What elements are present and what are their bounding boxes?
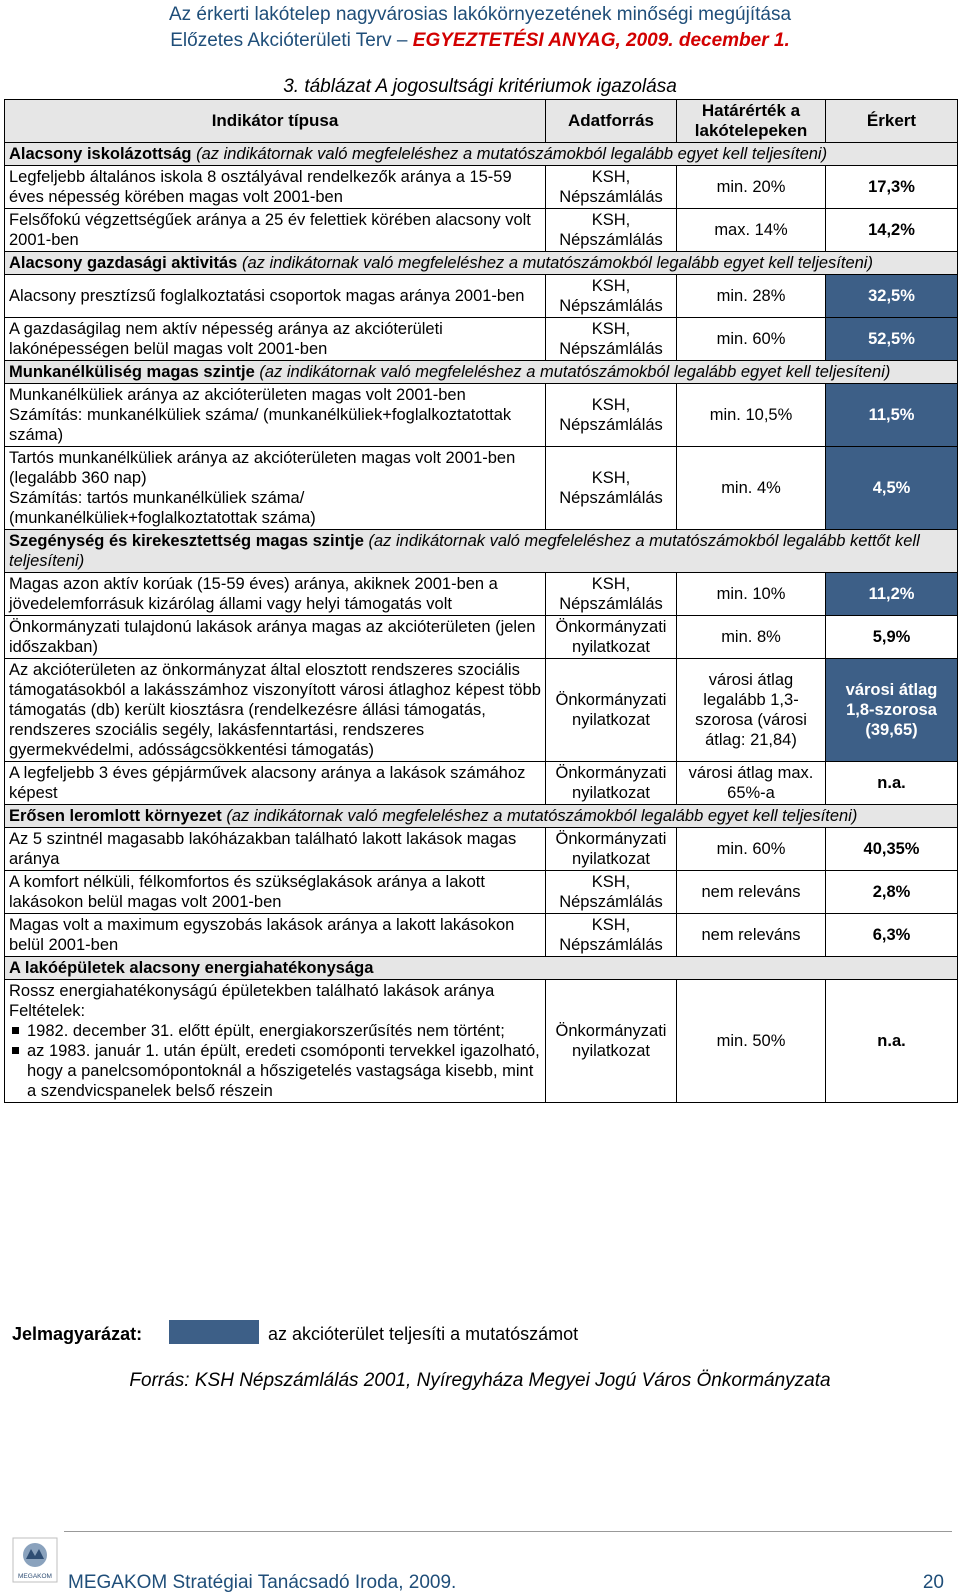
source-cell: Önkormányzati nyilatkozat [546, 762, 677, 805]
source-cell: KSH, Népszámlálás [546, 318, 677, 361]
indicator-cell [5, 384, 546, 447]
source-cell: KSH, Népszámlálás [546, 871, 677, 914]
value-cell-fulfilled: 4,5% [826, 447, 958, 530]
section-title: Alacsony gazdasági aktivitás [9, 254, 238, 272]
indicator-cell [5, 980, 546, 1103]
header-draft-notice: EGYEZTETÉSI ANYAG, 2009. december 1. [412, 30, 790, 51]
threshold-cell: városi átlag max. 65%-a [677, 762, 826, 805]
section-row [5, 530, 958, 573]
threshold-cell: min. 60% [677, 828, 826, 871]
section-row [5, 957, 958, 980]
value-cell-fulfilled: 52,5% [826, 318, 958, 361]
threshold-cell: nem releváns [677, 871, 826, 914]
table-row [5, 914, 958, 957]
indicator-cell: A komfort nélküli, félkomfortos és szükséglakások aránya a lakott lakásokon belül magas volt 2001-ben [5, 871, 546, 914]
indicator-text: Rossz energiahatékonyságú épületekben található lakások aránya [9, 982, 495, 1000]
section-note: (az indikátornak való megfeleléshez a mutatószámokból legalább egyet kell teljesíteni) [226, 807, 858, 825]
section-cell [5, 957, 958, 980]
section-title: Munkanélküliség magas szintje [9, 363, 255, 381]
threshold-cell: min. 50% [677, 980, 826, 1103]
table-row [5, 762, 958, 805]
indicator-formula: Számítás: munkanélküliek száma/ (munkanélküliek+foglalkoztatottak száma) [9, 406, 512, 444]
threshold-cell: városi átlag legalább 1,3-szorosa (városi átlag: 21,84) [677, 659, 826, 762]
legend-label: Jelmagyarázat: [12, 1324, 143, 1344]
threshold-cell: min. 4% [677, 447, 826, 530]
table-row [5, 980, 958, 1103]
value-cell-fulfilled: 11,5% [826, 384, 958, 447]
megakom-logo-icon [12, 1537, 58, 1583]
source-cell: Önkormányzati nyilatkozat [546, 659, 677, 762]
value-cell: 40,35% [826, 828, 958, 871]
col-header-indicator: Indikátor típusa [5, 100, 546, 143]
indicator-formula: Számítás: tartós munkanélküliek száma/ (munkanélküliek+foglalkoztatottak száma) [9, 489, 316, 527]
section-row [5, 805, 958, 828]
value-cell: 6,3% [826, 914, 958, 957]
section-cell [5, 252, 958, 275]
table-row [5, 447, 958, 530]
section-title: Szegénység és kirekesztettség magas szintje [9, 532, 364, 550]
threshold-cell: min. 60% [677, 318, 826, 361]
header-prefix: Előzetes Akcióterületi Terv – [170, 30, 413, 51]
col-header-threshold: Határérték a lakótelepeken [677, 100, 826, 143]
table-row [5, 166, 958, 209]
criteria-table [4, 99, 958, 1103]
section-row [5, 143, 958, 166]
source-cell: KSH, Népszámlálás [546, 275, 677, 318]
document-header-title: Az érkerti lakótelep nagyvárosias lakókörnyezetének minőségi megújítása [168, 4, 792, 25]
table-row [5, 828, 958, 871]
col-header-source: Adatforrás [546, 100, 677, 143]
footer-text: MEGAKOM Stratégiai Tanácsadó Iroda, 2009. [68, 1572, 457, 1593]
source-cell: KSH, Népszámlálás [546, 914, 677, 957]
threshold-cell: min. 10% [677, 573, 826, 616]
table-header-row [5, 100, 958, 143]
indicator-cell: Magas volt a maximum egyszobás lakások aránya a lakott lakásokon belül 2001-ben [5, 914, 546, 957]
threshold-cell: max. 14% [677, 209, 826, 252]
indicator-cell: Magas azon aktív korúak (15-59 éves) aránya, akiknek 2001-ben a jövedelemforrásuk kizárólag állami vagy helyi támogatás volt [5, 573, 546, 616]
table-row [5, 384, 958, 447]
section-title: Alacsony iskolázottság [9, 145, 192, 163]
section-cell [5, 143, 958, 166]
value-cell-fulfilled: 32,5% [826, 275, 958, 318]
indicator-text: Tartós munkanélküliek aránya az akcióterületen magas volt 2001-ben (legalább 360 nap) [9, 449, 516, 487]
section-cell [5, 530, 958, 573]
threshold-cell: min. 10,5% [677, 384, 826, 447]
source-cell: Önkormányzati nyilatkozat [546, 828, 677, 871]
indicator-cell: A gazdaságilag nem aktív népesség aránya az akcióterületi lakónépességen belül magas volt 2001-ben [5, 318, 546, 361]
threshold-cell: nem releváns [677, 914, 826, 957]
source-cell: KSH, Népszámlálás [546, 166, 677, 209]
source-cell: KSH, Népszámlálás [546, 447, 677, 530]
section-title: Erősen leromlott környezet [9, 807, 222, 825]
section-row [5, 252, 958, 275]
indicator-cell: Alacsony presztízsű foglalkoztatási csoportok magas aránya 2001-ben [5, 275, 546, 318]
document-header-subtitle [0, 30, 960, 52]
legend-text: az akcióterület teljesíti a mutatószámot [268, 1324, 579, 1344]
value-cell-fulfilled: 11,2% [826, 573, 958, 616]
indicator-cell: Legfeljebb általános iskola 8 osztályával rendelkezők aránya a 15-59 éves népesség körében magas volt 2001-ben [5, 166, 546, 209]
section-note: (az indikátornak való megfeleléshez a mutatószámokból legalább egyet kell teljesíteni) [259, 363, 891, 381]
value-cell-fulfilled: városi átlag 1,8-szorosa (39,65) [826, 659, 958, 762]
indicator-cell: Az akcióterületen az önkormányzat által elosztott rendszeres szociális támogatásokból a lakásszámhoz viszonyított városi átlaghoz képest több támogatás (db) került kiosztásra (rendelkezésre állási támogatás, rendszeres szociális segély, lakásfenntartási, rendszeres gyermekvédelmi, adósságcsökkentési támogatás) [5, 659, 546, 762]
indicator-text: Munkanélküliek aránya az akcióterületen magas volt 2001-ben [9, 386, 466, 404]
page-number: 20 [922, 1572, 944, 1593]
indicator-cell: Önkormányzati tulajdonú lakások aránya magas az akcióterületen (jelen időszakban) [5, 616, 546, 659]
value-cell: n.a. [826, 762, 958, 805]
section-note: (az indikátornak való megfeleléshez a mutatószámokból legalább egyet kell teljesíteni) [196, 145, 828, 163]
indicator-cell [5, 447, 546, 530]
source-cell: Önkormányzati nyilatkozat [546, 980, 677, 1103]
threshold-cell: min. 20% [677, 166, 826, 209]
source-cell: KSH, Népszámlálás [546, 573, 677, 616]
indicator-cell: Felsőfokú végzettségűek aránya a 25 év felettiek körében alacsony volt 2001-ben [5, 209, 546, 252]
threshold-cell: min. 28% [677, 275, 826, 318]
source-cell: KSH, Népszámlálás [546, 384, 677, 447]
value-cell: 17,3% [826, 166, 958, 209]
col-header-value: Érkert [826, 100, 958, 143]
section-cell [5, 361, 958, 384]
section-cell [5, 805, 958, 828]
table-row [5, 209, 958, 252]
condition-item: 1982. december 31. előtt épült, energiakorszerűsítés nem történt; [27, 1021, 541, 1041]
source-cell: KSH, Népszámlálás [546, 209, 677, 252]
section-title: A lakóépületek alacsony energiahatékonysága [9, 959, 374, 977]
table-row [5, 275, 958, 318]
indicator-cell: A legfeljebb 3 éves gépjárművek alacsony aránya a lakások számához képest [5, 762, 546, 805]
table-row [5, 871, 958, 914]
section-note: (az indikátornak való megfeleléshez a mutatószámokból legalább kettőt kell teljesíteni) [9, 532, 920, 570]
table-row [5, 573, 958, 616]
conditions-list [9, 1021, 541, 1101]
value-cell: n.a. [826, 980, 958, 1103]
section-note: (az indikátornak való megfeleléshez a mutatószámokból legalább egyet kell teljesíteni) [241, 254, 873, 272]
value-cell: 5,9% [826, 616, 958, 659]
value-cell: 2,8% [826, 871, 958, 914]
footer-divider [64, 1531, 952, 1532]
logo-wordmark: MEGAKOM [18, 1573, 52, 1580]
source-note: Forrás: KSH Népszámlálás 2001, Nyíregyháza Megyei Jogú Város Önkormányzata [129, 1370, 831, 1391]
legend-swatch [169, 1320, 259, 1344]
table-caption: 3. táblázat A jogosultsági kritériumok igazolása [283, 76, 677, 97]
indicator-cell: Az 5 szintnél magasabb lakóházakban található lakott lakások magas aránya [5, 828, 546, 871]
table-row [5, 659, 958, 762]
threshold-cell: min. 8% [677, 616, 826, 659]
conditions-title: Feltételek: [9, 1002, 86, 1020]
source-cell: Önkormányzati nyilatkozat [546, 616, 677, 659]
table-row [5, 616, 958, 659]
condition-item: az 1983. január 1. után épült, eredeti csomóponti tervekkel igazolható, hogy a panelcsomópontoknál a hőszigetelés vastagsága kisebb, mint a szendvicspanelek belső részein [27, 1042, 540, 1100]
table-row [5, 318, 958, 361]
value-cell: 14,2% [826, 209, 958, 252]
section-row [5, 361, 958, 384]
